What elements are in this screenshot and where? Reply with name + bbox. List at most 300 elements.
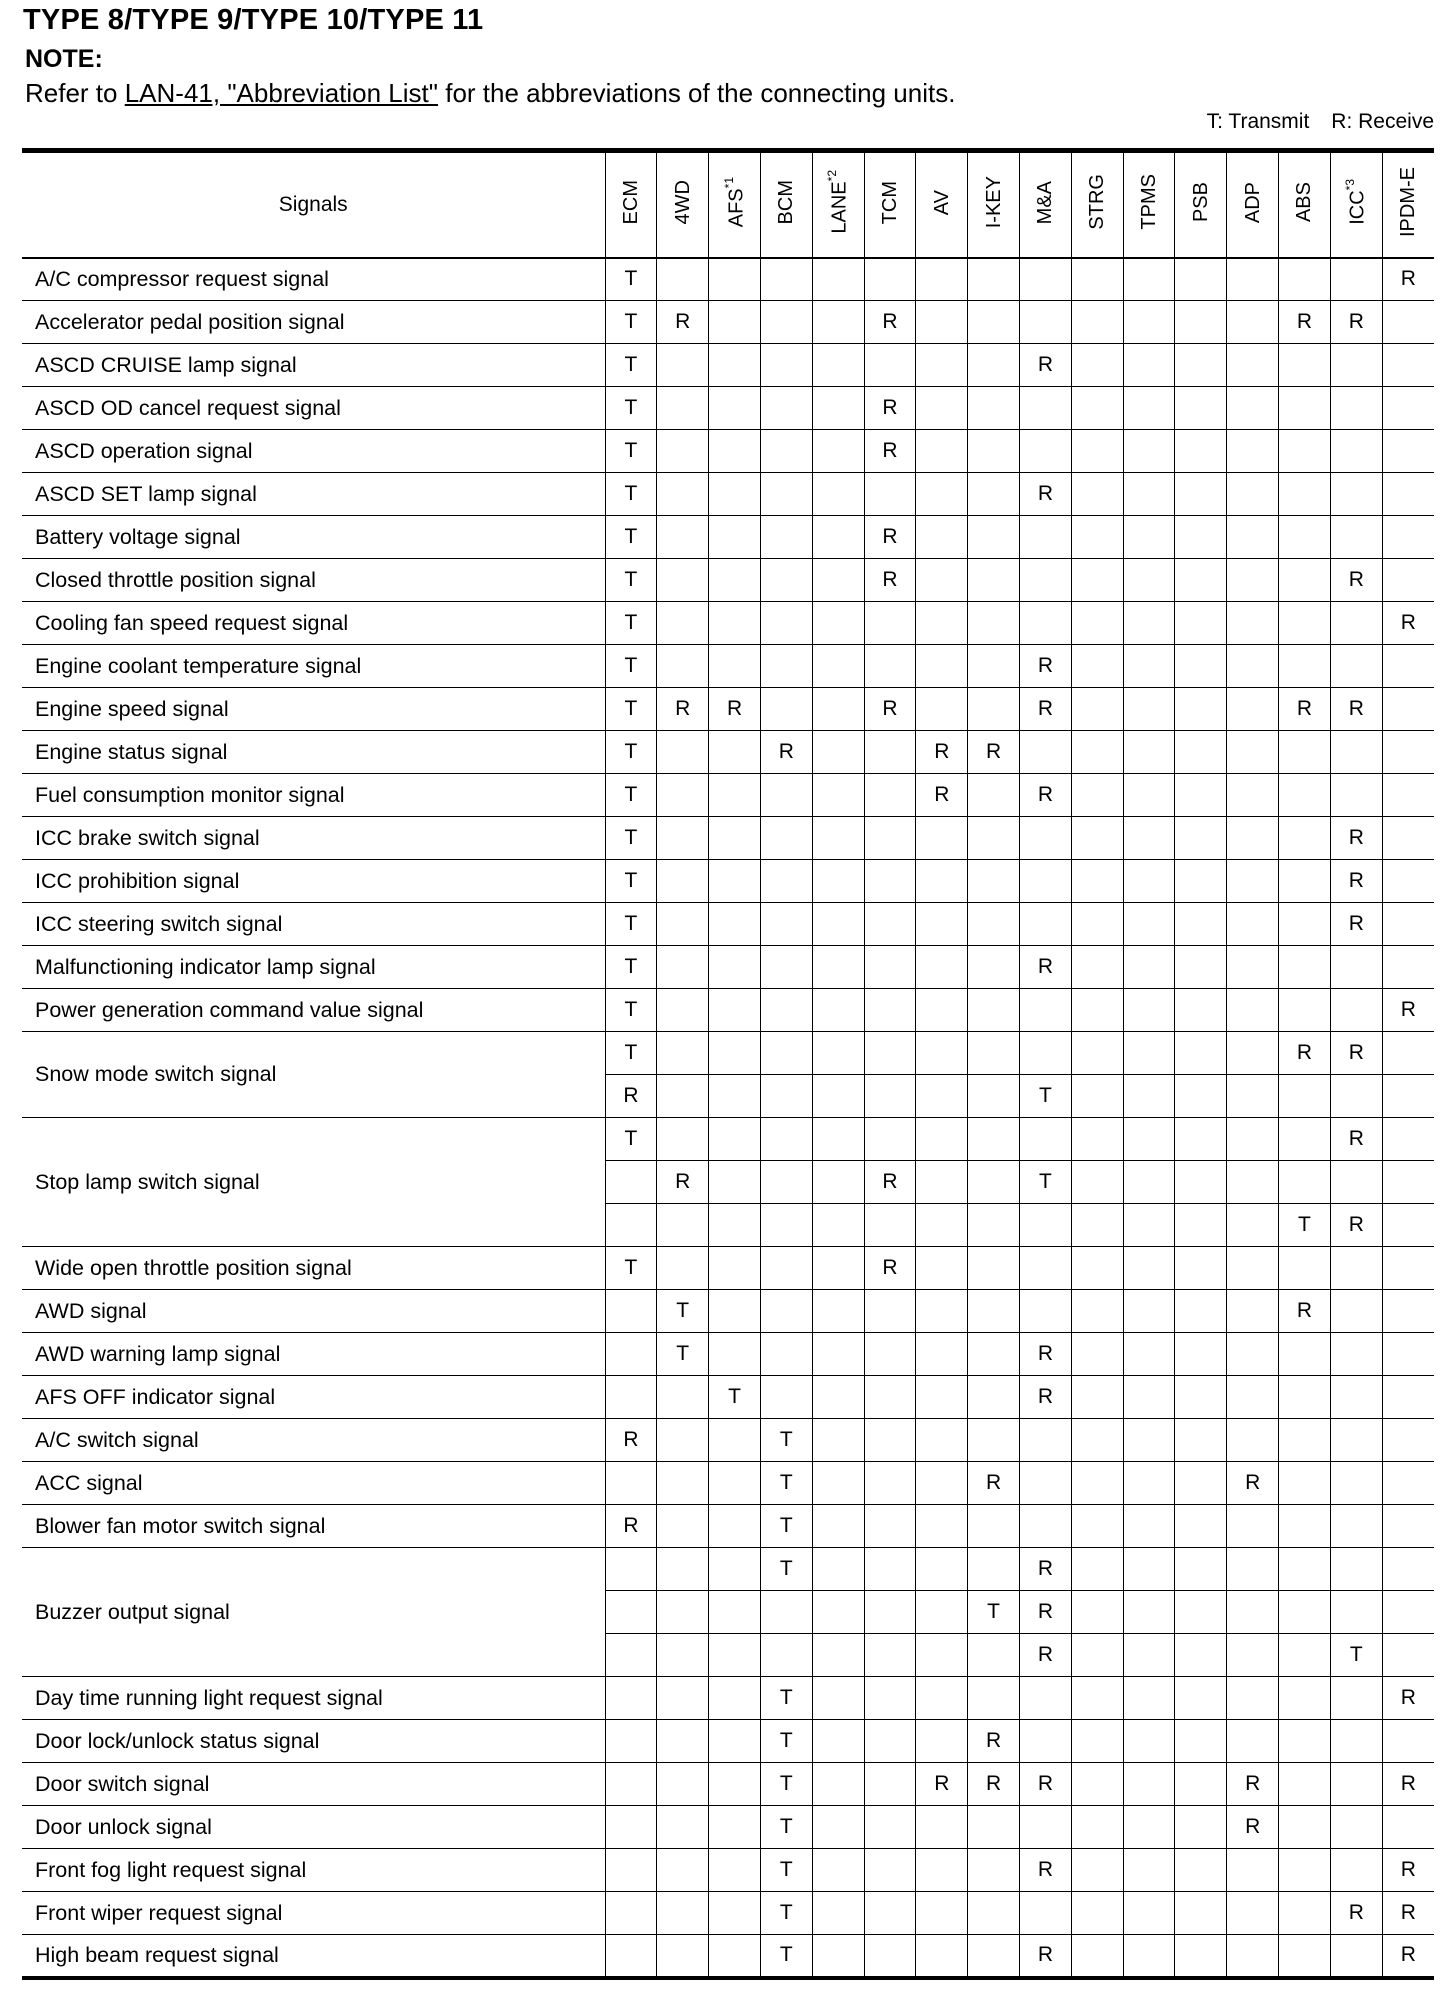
signal-cell-m-a	[1020, 1806, 1072, 1849]
signal-cell-ipdm-e	[1382, 559, 1434, 602]
signal-cell-ecm	[605, 1935, 657, 1978]
signal-cell-psb	[1175, 1333, 1227, 1376]
signal-cell-ipdm-e	[1382, 1634, 1434, 1677]
unit-name: BCM	[775, 180, 798, 225]
table-row	[22, 516, 1434, 559]
signal-cell-afs	[709, 1462, 761, 1505]
signal-name: Buzzer output signal	[22, 1548, 605, 1677]
signal-cell-afs	[709, 1634, 761, 1677]
signal-cell-strg	[1071, 1548, 1123, 1591]
signal-cell-lane	[812, 1935, 864, 1978]
signal-cell-av	[916, 688, 968, 731]
signal-cell-abs	[1279, 344, 1331, 387]
signal-cell-abs	[1279, 1333, 1331, 1376]
signal-cell-av	[916, 1892, 968, 1935]
signal-cell-4wd: R	[657, 1161, 709, 1204]
signal-cell-lane	[812, 903, 864, 946]
signal-cell-m-a	[1020, 1032, 1072, 1075]
signal-cell-abs: R	[1279, 1032, 1331, 1075]
signals-column-header: Signals	[22, 151, 605, 258]
signal-cell-strg	[1071, 1892, 1123, 1935]
unit-name: I-KEY	[982, 176, 1005, 229]
signal-cell-tpms	[1123, 1548, 1175, 1591]
signal-name: Door lock/unlock status signal	[22, 1720, 605, 1763]
signal-cell-bcm	[760, 946, 812, 989]
signal-cell-ecm	[605, 1763, 657, 1806]
table-row	[22, 903, 1434, 946]
signal-cell-av	[916, 1591, 968, 1634]
signal-cell-afs	[709, 645, 761, 688]
signal-cell-av	[916, 903, 968, 946]
table-row	[22, 1333, 1434, 1376]
signal-cell-psb	[1175, 301, 1227, 344]
signal-name: Stop lamp switch signal	[22, 1118, 605, 1247]
legend-transmit: T: Transmit	[1206, 110, 1310, 133]
signal-cell-afs	[709, 516, 761, 559]
signal-cell-icc	[1330, 1849, 1382, 1892]
signal-cell-adp	[1227, 258, 1279, 301]
signal-cell-icc	[1330, 1075, 1382, 1118]
signal-cell-afs	[709, 1677, 761, 1720]
signal-cell-ipdm-e	[1382, 1247, 1434, 1290]
signal-cell-lane	[812, 387, 864, 430]
signal-cell-icc	[1330, 1462, 1382, 1505]
unit-label	[1398, 167, 1418, 237]
signal-cell-abs	[1279, 860, 1331, 903]
signal-cell-4wd	[657, 1849, 709, 1892]
table-body	[22, 258, 1434, 1978]
signal-cell-tcm	[864, 1935, 916, 1978]
signal-cell-icc	[1330, 645, 1382, 688]
signal-cell-4wd	[657, 387, 709, 430]
signal-cell-strg	[1071, 1247, 1123, 1290]
signal-cell-abs: R	[1279, 688, 1331, 731]
signal-cell-4wd	[657, 344, 709, 387]
signal-cell-4wd	[657, 559, 709, 602]
signal-cell-m-a	[1020, 989, 1072, 1032]
signal-cell-lane	[812, 1118, 864, 1161]
signal-cell-icc: R	[1330, 688, 1382, 731]
table-row	[22, 1892, 1434, 1935]
signal-cell-ipdm-e	[1382, 645, 1434, 688]
unit-label	[826, 170, 850, 234]
unit-header-strg	[1071, 151, 1123, 258]
signal-cell-bcm	[760, 1075, 812, 1118]
signal-cell-tcm	[864, 1376, 916, 1419]
signal-cell-tpms	[1123, 1419, 1175, 1462]
signal-cell-ecm	[605, 1333, 657, 1376]
signal-cell-ipdm-e	[1382, 1290, 1434, 1333]
signal-cell-av	[916, 430, 968, 473]
unit-label	[776, 180, 796, 224]
signal-cell-tcm	[864, 1075, 916, 1118]
signal-cell-tcm	[864, 731, 916, 774]
signal-cell-tcm	[864, 1591, 916, 1634]
table-row	[22, 1032, 1434, 1075]
signal-cell-m-a	[1020, 1118, 1072, 1161]
signal-cell-strg	[1071, 903, 1123, 946]
signal-cell-afs	[709, 731, 761, 774]
signal-cell-bcm: T	[760, 1849, 812, 1892]
signal-cell-psb	[1175, 1032, 1227, 1075]
signal-cell-ipdm-e	[1382, 1118, 1434, 1161]
signal-cell-strg	[1071, 1419, 1123, 1462]
signal-cell-i-key	[968, 258, 1020, 301]
signal-cell-ecm: T	[605, 645, 657, 688]
signal-cell-afs: T	[709, 1376, 761, 1419]
signal-name: Cooling fan speed request signal	[22, 602, 605, 645]
signal-cell-afs	[709, 860, 761, 903]
signal-cell-tpms	[1123, 1376, 1175, 1419]
signal-cell-ipdm-e	[1382, 344, 1434, 387]
signal-cell-bcm: T	[760, 1548, 812, 1591]
signal-cell-i-key	[968, 1849, 1020, 1892]
signal-cell-abs	[1279, 1677, 1331, 1720]
signal-cell-m-a	[1020, 559, 1072, 602]
signal-cell-i-key	[968, 817, 1020, 860]
signal-cell-bcm	[760, 645, 812, 688]
signal-cell-icc	[1330, 258, 1382, 301]
signal-cell-4wd: T	[657, 1290, 709, 1333]
signal-cell-bcm: T	[760, 1462, 812, 1505]
signal-cell-tpms	[1123, 1075, 1175, 1118]
signal-cell-icc	[1330, 1505, 1382, 1548]
signal-cell-ipdm-e: R	[1382, 1935, 1434, 1978]
signal-cell-abs	[1279, 1634, 1331, 1677]
signal-cell-afs	[709, 559, 761, 602]
unit-header-ecm	[605, 151, 657, 258]
signal-cell-tpms	[1123, 903, 1175, 946]
signal-cell-psb	[1175, 903, 1227, 946]
signal-cell-psb	[1175, 1505, 1227, 1548]
signal-cell-adp	[1227, 1161, 1279, 1204]
signal-cell-icc	[1330, 1591, 1382, 1634]
signal-name: AWD signal	[22, 1290, 605, 1333]
signal-cell-adp	[1227, 946, 1279, 989]
signal-cell-abs	[1279, 1419, 1331, 1462]
signal-cell-ecm	[605, 1720, 657, 1763]
signal-cell-psb	[1175, 1892, 1227, 1935]
signal-cell-tcm	[864, 1333, 916, 1376]
signal-cell-i-key: R	[968, 731, 1020, 774]
signal-cell-abs	[1279, 473, 1331, 516]
signal-cell-av	[916, 1806, 968, 1849]
signal-cell-i-key	[968, 1333, 1020, 1376]
signal-name: ICC brake switch signal	[22, 817, 605, 860]
signal-cell-tcm	[864, 344, 916, 387]
table-row	[22, 344, 1434, 387]
signal-cell-bcm	[760, 1204, 812, 1247]
signal-cell-psb	[1175, 731, 1227, 774]
signal-cell-4wd	[657, 645, 709, 688]
signal-cell-4wd	[657, 1462, 709, 1505]
signal-cell-4wd	[657, 989, 709, 1032]
signal-cell-afs	[709, 1161, 761, 1204]
signal-cell-abs	[1279, 387, 1331, 430]
signal-cell-m-a: R	[1020, 1333, 1072, 1376]
signal-cell-abs	[1279, 1806, 1331, 1849]
signal-cell-lane	[812, 1634, 864, 1677]
table-row	[22, 1376, 1434, 1419]
signal-cell-4wd	[657, 473, 709, 516]
signal-cell-tpms	[1123, 1935, 1175, 1978]
signal-cell-ecm: T	[605, 817, 657, 860]
signal-cell-icc	[1330, 516, 1382, 559]
signal-cell-i-key	[968, 1548, 1020, 1591]
signal-cell-lane	[812, 688, 864, 731]
signal-cell-strg	[1071, 1161, 1123, 1204]
signal-cell-afs	[709, 602, 761, 645]
signal-cell-4wd	[657, 516, 709, 559]
signal-cell-lane	[812, 473, 864, 516]
signal-cell-afs	[709, 1591, 761, 1634]
signal-cell-av	[916, 1247, 968, 1290]
signal-cell-i-key	[968, 1032, 1020, 1075]
signal-cell-bcm	[760, 1247, 812, 1290]
signal-cell-tpms	[1123, 1462, 1175, 1505]
signal-cell-i-key	[968, 1935, 1020, 1978]
signal-cell-tcm	[864, 1204, 916, 1247]
unit-header-ipdm-e	[1382, 151, 1434, 258]
unit-header-adp	[1227, 151, 1279, 258]
abbreviation-list-link[interactable]: LAN-41, "Abbreviation List"	[124, 78, 439, 108]
signal-cell-m-a	[1020, 860, 1072, 903]
signal-cell-ipdm-e	[1382, 1333, 1434, 1376]
signal-cell-abs	[1279, 1247, 1331, 1290]
signal-cell-i-key	[968, 1075, 1020, 1118]
signal-cell-av	[916, 1161, 968, 1204]
signal-cell-icc: R	[1330, 1032, 1382, 1075]
signal-cell-psb	[1175, 817, 1227, 860]
signal-cell-ecm: T	[605, 688, 657, 731]
signal-cell-i-key	[968, 559, 1020, 602]
signal-cell-bcm	[760, 1376, 812, 1419]
note-label: NOTE:	[25, 45, 103, 73]
unit-header-afs	[709, 151, 761, 258]
signal-cell-ecm: T	[605, 774, 657, 817]
signal-cell-bcm: T	[760, 1677, 812, 1720]
signal-cell-bcm	[760, 817, 812, 860]
signal-cell-ipdm-e	[1382, 860, 1434, 903]
signal-cell-lane	[812, 1247, 864, 1290]
signal-cell-lane	[812, 1161, 864, 1204]
signal-cell-ecm	[605, 1892, 657, 1935]
signal-cell-strg	[1071, 602, 1123, 645]
table-row	[22, 1720, 1434, 1763]
signal-cell-afs	[709, 1935, 761, 1978]
signal-cell-ipdm-e	[1382, 301, 1434, 344]
signal-cell-tpms	[1123, 430, 1175, 473]
signal-cell-tpms	[1123, 1720, 1175, 1763]
signal-cell-tcm	[864, 946, 916, 989]
unit-name: PSB	[1189, 182, 1212, 223]
signal-cell-afs	[709, 1032, 761, 1075]
signal-cell-4wd	[657, 1204, 709, 1247]
unit-label	[932, 190, 952, 215]
legend	[1185, 110, 1434, 134]
signal-cell-4wd	[657, 1505, 709, 1548]
signal-cell-abs	[1279, 1462, 1331, 1505]
signal-cell-ecm: T	[605, 946, 657, 989]
signal-cell-ecm	[605, 1806, 657, 1849]
signal-cell-av	[916, 516, 968, 559]
signal-cell-abs	[1279, 1505, 1331, 1548]
signal-cell-bcm	[760, 387, 812, 430]
signal-cell-bcm	[760, 903, 812, 946]
signal-cell-afs	[709, 344, 761, 387]
signal-cell-lane	[812, 1720, 864, 1763]
signal-cell-4wd	[657, 731, 709, 774]
signal-cell-tpms	[1123, 258, 1175, 301]
signal-cell-lane	[812, 1376, 864, 1419]
unit-footnote-mark: *2	[825, 170, 840, 182]
signal-cell-psb	[1175, 1591, 1227, 1634]
signal-cell-tcm: R	[864, 301, 916, 344]
signal-cell-av	[916, 1333, 968, 1376]
signal-cell-afs	[709, 1806, 761, 1849]
signal-cell-ecm: T	[605, 731, 657, 774]
signal-cell-icc: R	[1330, 817, 1382, 860]
signal-cell-m-a: R	[1020, 1548, 1072, 1591]
signal-cell-abs: R	[1279, 301, 1331, 344]
signal-cell-tcm	[864, 1032, 916, 1075]
signal-cell-ecm	[605, 1591, 657, 1634]
signal-cell-abs: T	[1279, 1204, 1331, 1247]
signal-cell-ipdm-e: R	[1382, 1763, 1434, 1806]
signal-cell-adp: R	[1227, 1763, 1279, 1806]
table-row	[22, 1763, 1434, 1806]
signal-cell-adp	[1227, 688, 1279, 731]
signal-cell-i-key	[968, 1677, 1020, 1720]
signal-cell-lane	[812, 1849, 864, 1892]
signal-cell-av	[916, 559, 968, 602]
signal-cell-i-key	[968, 860, 1020, 903]
signal-cell-psb	[1175, 1548, 1227, 1591]
signal-cell-av: R	[916, 731, 968, 774]
signal-cell-icc	[1330, 1247, 1382, 1290]
signal-cell-4wd	[657, 1677, 709, 1720]
signal-cell-ipdm-e	[1382, 731, 1434, 774]
signal-cell-adp	[1227, 1376, 1279, 1419]
signal-cell-afs	[709, 1419, 761, 1462]
signal-cell-lane	[812, 602, 864, 645]
signal-name: ASCD CRUISE lamp signal	[22, 344, 605, 387]
signal-cell-strg	[1071, 1204, 1123, 1247]
signal-cell-icc	[1330, 1935, 1382, 1978]
signal-cell-ecm: T	[605, 860, 657, 903]
signal-cell-ecm: T	[605, 473, 657, 516]
signal-cell-av	[916, 860, 968, 903]
signal-cell-icc	[1330, 430, 1382, 473]
signal-cell-tcm	[864, 1677, 916, 1720]
signal-cell-i-key	[968, 1419, 1020, 1462]
signal-cell-tpms	[1123, 1204, 1175, 1247]
table-row	[22, 1806, 1434, 1849]
signal-cell-psb	[1175, 387, 1227, 430]
signal-cell-tpms	[1123, 731, 1175, 774]
signal-cell-strg	[1071, 1720, 1123, 1763]
signal-cell-ecm: T	[605, 1032, 657, 1075]
signal-cell-ipdm-e	[1382, 1505, 1434, 1548]
signal-cell-m-a: R	[1020, 473, 1072, 516]
signal-cell-4wd	[657, 774, 709, 817]
table-row	[22, 301, 1434, 344]
signal-cell-tpms	[1123, 344, 1175, 387]
signal-cell-4wd	[657, 1634, 709, 1677]
signal-cell-psb	[1175, 1204, 1227, 1247]
signal-cell-av	[916, 1548, 968, 1591]
signal-cell-av	[916, 1849, 968, 1892]
signal-cell-strg	[1071, 473, 1123, 516]
signal-cell-ecm	[605, 1204, 657, 1247]
signal-cell-icc	[1330, 1548, 1382, 1591]
signal-cell-psb	[1175, 1720, 1227, 1763]
signal-cell-tcm	[864, 1290, 916, 1333]
signal-name: Door unlock signal	[22, 1806, 605, 1849]
unit-label	[1087, 174, 1107, 230]
signal-cell-strg	[1071, 1462, 1123, 1505]
signal-cell-m-a	[1020, 1462, 1072, 1505]
signal-cell-bcm: T	[760, 1935, 812, 1978]
signal-cell-ipdm-e	[1382, 516, 1434, 559]
signal-cell-m-a	[1020, 1720, 1072, 1763]
unit-header-i-key	[968, 151, 1020, 258]
signal-cell-psb	[1175, 645, 1227, 688]
signal-cell-afs	[709, 1720, 761, 1763]
signal-cell-lane	[812, 731, 864, 774]
signal-cell-ipdm-e	[1382, 688, 1434, 731]
signal-cell-m-a	[1020, 516, 1072, 559]
signal-cell-lane	[812, 559, 864, 602]
unit-header-m-a	[1020, 151, 1072, 258]
signal-cell-adp	[1227, 301, 1279, 344]
signal-cell-i-key	[968, 516, 1020, 559]
signal-cell-abs: R	[1279, 1290, 1331, 1333]
signal-cell-ecm: T	[605, 989, 657, 1032]
unit-name: IPDM-E	[1397, 167, 1420, 238]
signal-cell-icc	[1330, 473, 1382, 516]
signal-cell-tcm	[864, 1763, 916, 1806]
unit-header-4wd	[657, 151, 709, 258]
signal-cell-ipdm-e	[1382, 430, 1434, 473]
signal-cell-tpms	[1123, 387, 1175, 430]
page-title: TYPE 8/TYPE 9/TYPE 10/TYPE 11	[23, 4, 484, 36]
signal-cell-ipdm-e	[1382, 817, 1434, 860]
signal-cell-m-a: R	[1020, 774, 1072, 817]
signal-name: ASCD SET lamp signal	[22, 473, 605, 516]
signal-cell-av	[916, 1505, 968, 1548]
signal-table	[22, 148, 1434, 1980]
signal-cell-adp	[1227, 774, 1279, 817]
signal-cell-afs	[709, 1247, 761, 1290]
signal-cell-icc: R	[1330, 1204, 1382, 1247]
signal-cell-ipdm-e	[1382, 1376, 1434, 1419]
signal-cell-m-a: R	[1020, 1376, 1072, 1419]
signal-cell-afs	[709, 989, 761, 1032]
signal-cell-i-key	[968, 1806, 1020, 1849]
signal-cell-4wd	[657, 1720, 709, 1763]
signal-cell-strg	[1071, 1333, 1123, 1376]
signal-cell-lane	[812, 258, 864, 301]
signal-cell-i-key	[968, 946, 1020, 989]
signal-cell-adp	[1227, 387, 1279, 430]
signal-cell-bcm	[760, 1634, 812, 1677]
signal-cell-bcm	[760, 430, 812, 473]
unit-header-bcm	[760, 151, 812, 258]
signal-cell-tcm: R	[864, 387, 916, 430]
signal-cell-abs	[1279, 1892, 1331, 1935]
signal-cell-m-a	[1020, 602, 1072, 645]
